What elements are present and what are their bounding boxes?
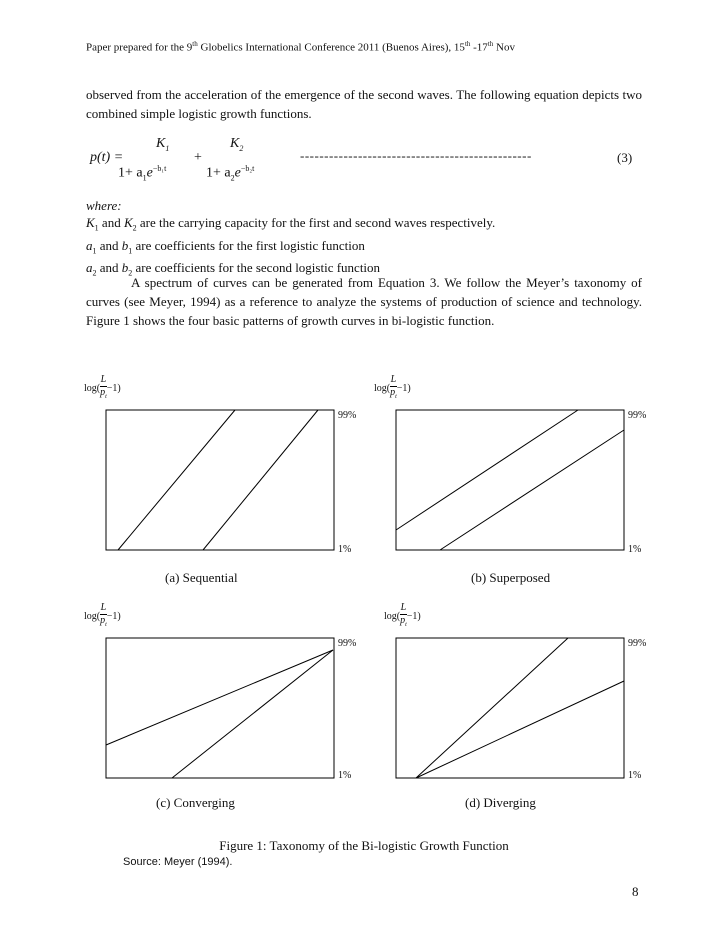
- equation-number: (3): [617, 150, 633, 165]
- panel-diverging: [396, 638, 624, 778]
- where-line-1: $K_1$ and $K_2$ are the carrying capacity for the first and second waves respectively.: [86, 215, 496, 233]
- panel-superposed: [396, 410, 624, 550]
- y-axis-label: log( $\frac{L}{p_t}$ −1): [84, 374, 121, 400]
- equation-k1: $K_1$: [156, 136, 170, 153]
- pct-1: 1%: [628, 544, 642, 555]
- curve-first-wave: [396, 410, 578, 530]
- y-axis-label: log( $\frac{L}{p_t}$ −1): [374, 374, 411, 400]
- where-line-2: $a_1$ and $b_1$ are coefficients for the first logistic function: [86, 237, 365, 256]
- panel-frame: [396, 638, 624, 778]
- pct-1: 1%: [628, 770, 642, 781]
- pct-99: 99%: [338, 638, 357, 649]
- intro-paragraph: observed from the acceleration of the emergence of the second waves. The following equation depicts two combined simple logistic growth functions.: [86, 87, 642, 121]
- pct-1: 1%: [338, 770, 352, 781]
- body-paragraph: A spectrum of curves can be generated from Equation 3. We follow the Meyer’s taxonomy of curves (see Meyer, 1994) as a reference to analyze the systems of production of science and technology. Figure 1 shows the four basic patterns of growth curves in bi-logistic function.: [86, 275, 642, 328]
- figure-source: Source: Meyer (1994).: [123, 856, 233, 868]
- curve-second-wave: [440, 430, 624, 550]
- y-axis-label: log( $\frac{L}{p_t}$ −1): [84, 602, 121, 628]
- panel-label-sequential: (a) Sequential: [165, 570, 238, 585]
- panel-label-diverging: (d) Diverging: [465, 795, 536, 810]
- curve-first-wave: [106, 650, 333, 745]
- pct-99: 99%: [338, 410, 357, 421]
- curve-second-wave: [172, 650, 333, 778]
- panel-label-converging: (c) Converging: [156, 795, 235, 810]
- equation-den1: $1+ a_1e^{-b_1t}$: [118, 164, 167, 183]
- curve-first-wave: [416, 638, 568, 778]
- panel-frame: [106, 638, 334, 778]
- panel-frame: [396, 410, 624, 550]
- running-header: Paper prepared for the 9th Globelics International Conference 2011 (Buenos Aires), 15th -17th Nov: [86, 40, 515, 54]
- pct-99: 99%: [628, 638, 647, 649]
- curve-first-wave: [118, 410, 235, 550]
- where-line-3: $a_2$ and $b_2$ are coefficients for the second logistic function: [86, 260, 381, 278]
- equation-k2: $K_2$: [230, 136, 244, 153]
- where-title: where:: [86, 198, 122, 213]
- equation-plus: +: [194, 150, 202, 165]
- equation-lhs: p(t) =: [90, 150, 124, 165]
- panel-sequential: [106, 410, 334, 550]
- curve-second-wave: [203, 410, 318, 550]
- figure-caption: Figure 1: Taxonomy of the Bi-logistic Growth Function: [219, 838, 509, 853]
- pct-99: 99%: [628, 410, 647, 421]
- y-axis-label: log( $\frac{L}{p_t}$ −1): [384, 602, 421, 628]
- panel-label-superposed: (b) Superposed: [471, 570, 551, 585]
- pct-1: 1%: [338, 544, 352, 555]
- equation-den2: $1+ a_2e^{-b_2t}$: [206, 164, 255, 183]
- curve-second-wave: [416, 681, 624, 778]
- page-number: 8: [632, 884, 639, 899]
- equation-leader: ------------------------------------------------: [300, 148, 532, 163]
- panel-converging: [106, 638, 334, 778]
